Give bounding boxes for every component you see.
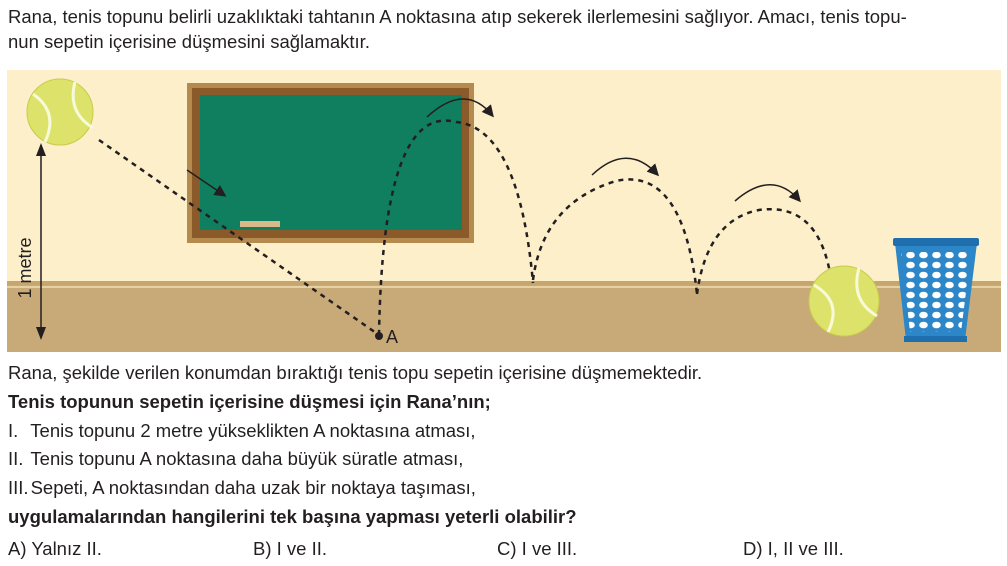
item-3 <box>8 477 476 499</box>
item-3-number: III. <box>8 477 29 498</box>
tennis-ball-end <box>809 266 879 336</box>
question-end: uygulamalarından hangilerini tek başına yapması yeterli olabilir? <box>8 506 577 527</box>
option-d-text: I, II ve III. <box>767 538 844 559</box>
tennis-ball-figure <box>7 70 1001 352</box>
option-b[interactable] <box>253 538 327 560</box>
option-a-text: Yalnız II. <box>31 538 102 559</box>
option-c-text: I ve III. <box>521 538 578 559</box>
item-1-text: Tenis topunu 2 metre yükseklikten A noktasına atması, <box>30 420 476 441</box>
intro-line-2: nun sepetin içerisine düşmesini sağlamaktır. <box>8 31 370 52</box>
question-stem: Tenis topunun sepetin içerisine düşmesi için Rana’nın; <box>8 391 491 412</box>
statement: Rana, şekilde verilen konumdan bıraktığı tenis topu sepetin içerisine düşmemektedir. <box>8 362 703 383</box>
wall <box>7 70 1001 284</box>
option-c-letter: C) <box>497 538 517 559</box>
item-2-text: Tenis topunu A noktasına daha büyük süratle atması, <box>30 448 464 469</box>
option-d-letter: D) <box>743 538 763 559</box>
item-1-number: I. <box>8 420 19 441</box>
item-2-number: II. <box>8 448 24 469</box>
option-d[interactable] <box>743 538 844 560</box>
basket <box>893 238 979 342</box>
option-b-text: I ve II. <box>276 538 328 559</box>
option-c[interactable] <box>497 538 577 560</box>
point-a-label: A <box>386 327 399 347</box>
item-1 <box>8 420 476 442</box>
height-label: 1 metre <box>15 237 35 299</box>
blackboard <box>187 83 474 243</box>
option-b-letter: B) <box>253 538 272 559</box>
intro-line-1: Rana, tenis topunu belirli uzaklıktaki tahtanın A noktasına atıp sekerek ilerlemesini sağlıyor. Amacı, tenis topu- <box>8 6 907 27</box>
item-2 <box>8 448 463 470</box>
item-3-text: Sepeti, A noktasından daha uzak bir noktaya taşıması, <box>30 477 476 498</box>
option-a[interactable] <box>8 538 102 560</box>
point-a-dot <box>375 332 383 340</box>
tennis-ball-start <box>27 79 93 145</box>
option-a-letter: A) <box>8 538 27 559</box>
